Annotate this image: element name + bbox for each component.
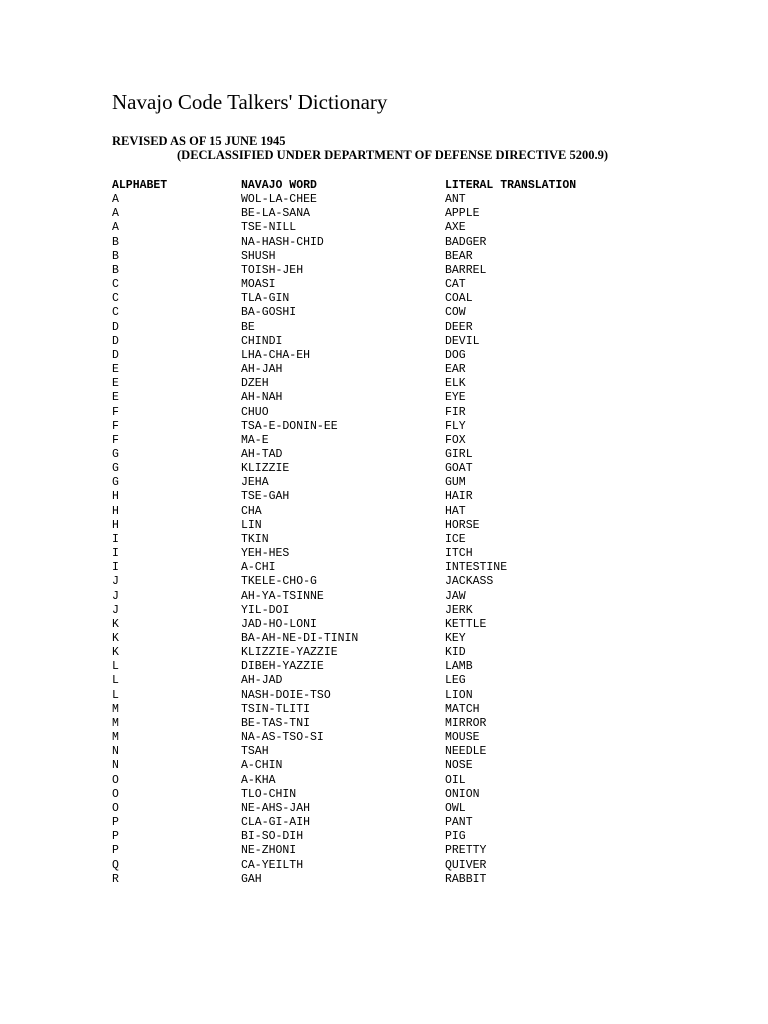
table-cell-translation: PIG: [445, 830, 466, 844]
table-cell-translation: OWL: [445, 801, 466, 815]
table-cell-letter: I: [112, 547, 119, 561]
table-cell-letter: I: [112, 561, 119, 575]
table-cell-translation: KEY: [445, 632, 466, 645]
table-cell-translation: APPLE: [445, 207, 480, 221]
table-cell-navajo-word: BA-GOSHI: [241, 306, 297, 320]
table-cell-letter: C: [112, 306, 119, 320]
table-cell-navajo-word: YEH-HES: [241, 547, 290, 561]
table-cell-navajo-word: TOISH-JEH: [241, 263, 304, 277]
table-cell-navajo-word: A-KHA: [241, 773, 276, 787]
table-cell-navajo-word: KLIZZIE-YAZZIE: [241, 646, 338, 660]
table-cell-translation: KETTLE: [445, 617, 487, 631]
table-cell-letter: R: [112, 872, 119, 886]
table-cell-translation: KID: [445, 646, 466, 660]
table-cell-letter: B: [112, 249, 119, 263]
table-cell-letter: L: [112, 660, 119, 674]
table-cell-translation: JERK: [445, 603, 473, 617]
table-cell-navajo-word: AH-TAD: [241, 447, 283, 461]
table-cell-navajo-word: BE-TAS-TNI: [241, 716, 311, 730]
table-cell-letter: M: [112, 731, 119, 745]
table-cell-navajo-word: KLIZZIE: [241, 462, 290, 476]
table-cell-navajo-word: WOL-LA-CHEE: [241, 193, 317, 207]
table-cell-letter: J: [112, 589, 119, 603]
table-cell-navajo-word: CA-YEILTH: [241, 858, 304, 872]
table-cell-navajo-word: JEHA: [241, 476, 269, 490]
table-cell-navajo-word: CHUO: [241, 405, 269, 419]
table-cell-letter: O: [112, 773, 119, 787]
table-cell-translation: FLY: [445, 419, 466, 433]
table-cell-translation: FIR: [445, 405, 466, 419]
table-cell-letter: E: [112, 377, 119, 391]
table-cell-letter: J: [112, 575, 119, 589]
table-cell-navajo-word: NE-ZHONI: [241, 844, 297, 858]
table-cell-letter: G: [112, 462, 119, 476]
table-cell-translation: ITCH: [445, 547, 473, 561]
table-cell-letter: P: [112, 830, 119, 844]
table-cell-translation: COAL: [445, 292, 473, 306]
table-cell-translation: ICE: [445, 532, 466, 546]
table-cell-navajo-word: JAD-HO-LONI: [241, 617, 317, 631]
table-cell-letter: H: [112, 504, 119, 518]
table-cell-translation: JAW: [445, 589, 466, 603]
table-cell-navajo-word: CHA: [241, 504, 262, 518]
table-cell-translation: EAR: [445, 363, 466, 377]
table-cell-translation: MOUSE: [445, 731, 480, 745]
table-cell-navajo-word: NA-AS-TSO-SI: [241, 731, 324, 745]
table-cell-navajo-word: TLA-GIN: [241, 292, 290, 306]
table-cell-translation: LAMB: [445, 660, 473, 674]
table-cell-letter: B: [112, 263, 119, 277]
table-cell-letter: Q: [112, 858, 119, 872]
table-cell-letter: D: [112, 320, 119, 334]
table-cell-letter: G: [112, 476, 119, 490]
table-cell-navajo-word: MA-E: [241, 433, 269, 447]
table-cell-navajo-word: BA-AH-NE-DI-TININ: [241, 632, 359, 645]
table-cell-letter: J: [112, 603, 119, 617]
table-cell-navajo-word: TLO-CHIN: [241, 787, 297, 801]
table-cell-letter: F: [112, 405, 119, 419]
table-cell-navajo-word: TSE-GAH: [241, 490, 290, 504]
table-cell-navajo-word: AH-JAH: [241, 363, 283, 377]
table-cell-translation: GIRL: [445, 447, 473, 461]
table-cell-navajo-word: BE-LA-SANA: [241, 207, 311, 221]
table-cell-navajo-word: BE: [241, 320, 255, 334]
table-cell-translation: NOSE: [445, 759, 473, 773]
table-cell-letter: N: [112, 745, 119, 759]
table-cell-translation: MIRROR: [445, 716, 487, 730]
table-cell-navajo-word: AH-NAH: [241, 391, 283, 405]
table-cell-letter: A: [112, 221, 119, 235]
table-cell-translation: NEEDLE: [445, 745, 487, 759]
table-cell-navajo-word: AH-JAD: [241, 674, 283, 688]
table-cell-letter: G: [112, 447, 119, 461]
table-cell-translation: AXE: [445, 221, 466, 235]
table-cell-translation: GUM: [445, 476, 466, 490]
table-cell-translation: MATCH: [445, 702, 480, 716]
table-cell-letter: N: [112, 759, 119, 773]
table-cell-letter: H: [112, 518, 119, 532]
table-cell-letter: E: [112, 363, 119, 377]
table-cell-letter: M: [112, 702, 119, 716]
column-header-literal-translation: LITERAL TRANSLATION: [445, 179, 577, 192]
document-title: Navajo Code Talkers' Dictionary: [112, 90, 388, 114]
table-cell-letter: F: [112, 433, 119, 447]
table-cell-letter: A: [112, 207, 119, 221]
table-cell-letter: P: [112, 816, 119, 830]
table-cell-translation: DEVIL: [445, 334, 480, 348]
table-cell-navajo-word: NE-AHS-JAH: [241, 801, 311, 815]
table-cell-translation: PRETTY: [445, 844, 487, 858]
table-cell-translation: HORSE: [445, 518, 480, 532]
table-cell-translation: HAIR: [445, 490, 473, 504]
table-cell-letter: K: [112, 617, 119, 631]
table-cell-navajo-word: TSE-NILL: [241, 221, 297, 235]
table-cell-letter: D: [112, 334, 119, 348]
table-cell-translation: LION: [445, 688, 473, 702]
table-cell-translation: ELK: [445, 377, 466, 391]
table-cell-navajo-word: LIN: [241, 518, 262, 532]
table-cell-navajo-word: DIBEH-YAZZIE: [241, 660, 324, 674]
table-cell-navajo-word: SHUSH: [241, 249, 276, 263]
table-cell-navajo-word: TKIN: [241, 532, 269, 546]
table-cell-letter: L: [112, 688, 119, 702]
table-cell-letter: P: [112, 844, 119, 858]
table-cell-navajo-word: AH-YA-TSINNE: [241, 589, 324, 603]
table-cell-translation: COW: [445, 306, 466, 320]
table-cell-navajo-word: CLA-GI-AIH: [241, 816, 311, 830]
table-cell-translation: RABBIT: [445, 872, 487, 886]
table-cell-translation: BADGER: [445, 235, 487, 249]
table-cell-translation: JACKASS: [445, 575, 494, 589]
table-cell-translation: PANT: [445, 816, 473, 830]
table-cell-translation: QUIVER: [445, 858, 487, 872]
table-cell-letter: O: [112, 801, 119, 815]
table-cell-letter: C: [112, 292, 119, 306]
table-cell-translation: LEG: [445, 674, 466, 688]
table-cell-navajo-word: YIL-DOI: [241, 603, 290, 617]
table-cell-letter: I: [112, 532, 119, 546]
table-cell-translation: DEER: [445, 320, 473, 334]
table-cell-navajo-word: TSIN-TLITI: [241, 702, 311, 716]
table-cell-navajo-word: CHINDI: [241, 334, 283, 348]
table-cell-navajo-word: A-CHI: [241, 561, 276, 575]
table-cell-translation: BEAR: [445, 249, 473, 263]
table-cell-letter: B: [112, 235, 119, 249]
table-cell-navajo-word: GAH: [241, 872, 262, 886]
table-cell-translation: EYE: [445, 391, 466, 405]
table-cell-letter: E: [112, 391, 119, 405]
table-cell-letter: M: [112, 716, 119, 730]
table-cell-letter: K: [112, 632, 119, 645]
table-cell-navajo-word: TSA-E-DONIN-EE: [241, 419, 338, 433]
table-cell-letter: O: [112, 787, 119, 801]
table-cell-translation: ONION: [445, 787, 480, 801]
table-cell-translation: CAT: [445, 278, 466, 292]
column-header-alphabet: ALPHABET: [112, 179, 168, 192]
table-cell-translation: DOG: [445, 348, 466, 362]
table-cell-translation: INTESTINE: [445, 561, 508, 575]
declassification-note: (DECLASSIFIED UNDER DEPARTMENT OF DEFENSE DIRECTIVE 5200.9): [177, 148, 608, 162]
table-cell-letter: C: [112, 278, 119, 292]
table-cell-letter: H: [112, 490, 119, 504]
table-cell-letter: A: [112, 193, 119, 207]
table-cell-letter: F: [112, 419, 119, 433]
table-cell-navajo-word: NA-HASH-CHID: [241, 235, 324, 249]
table-cell-translation: BARREL: [445, 263, 487, 277]
table-cell-navajo-word: TKELE-CHO-G: [241, 575, 317, 589]
table-cell-navajo-word: NASH-DOIE-TSO: [241, 688, 331, 702]
table-cell-translation: GOAT: [445, 462, 473, 476]
table-cell-navajo-word: BI-SO-DIH: [241, 830, 304, 844]
table-cell-translation: HAT: [445, 504, 466, 518]
table-cell-letter: D: [112, 348, 119, 362]
table-cell-navajo-word: A-CHIN: [241, 759, 283, 773]
table-cell-translation: OIL: [445, 773, 466, 787]
table-cell-navajo-word: TSAH: [241, 745, 269, 759]
table-cell-letter: L: [112, 674, 119, 688]
column-header-navajo-word: NAVAJO WORD: [241, 179, 317, 192]
table-cell-translation: FOX: [445, 433, 466, 447]
table-cell-translation: ANT: [445, 193, 466, 207]
revision-date: REVISED AS OF 15 JUNE 1945: [112, 134, 286, 148]
table-cell-navajo-word: LHA-CHA-EH: [241, 348, 311, 362]
table-cell-letter: K: [112, 646, 119, 660]
table-cell-navajo-word: MOASI: [241, 278, 276, 292]
table-cell-navajo-word: DZEH: [241, 377, 269, 391]
